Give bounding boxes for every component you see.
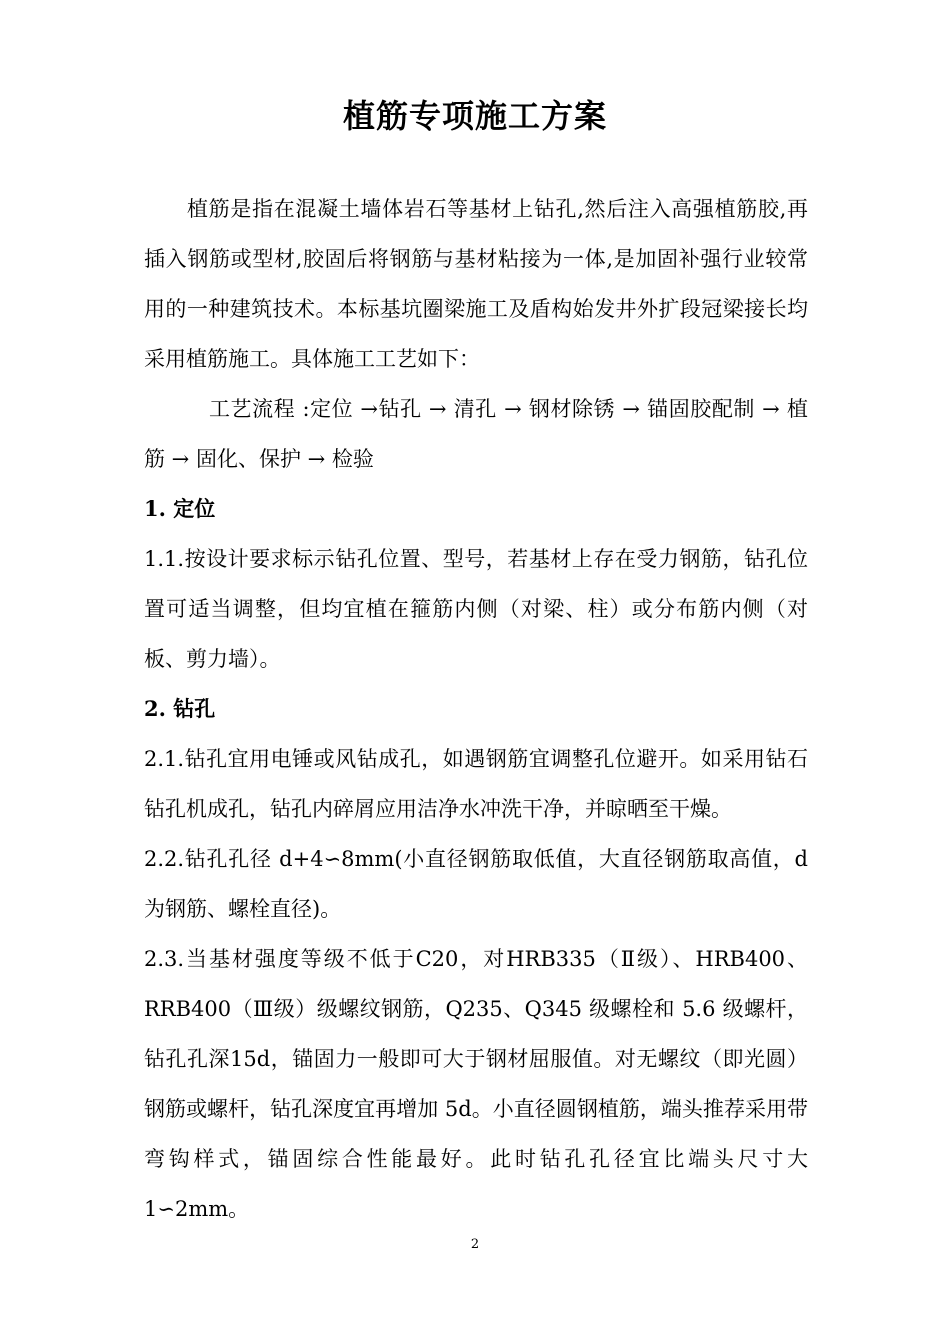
section-item-1-1: 1.1.按设计要求标示钻孔位置、型号，若基材上存在受力钢筋，钻孔位置可适当调整，但均宜植在箍筋内侧（对梁、柱）或分布筋内侧（对板、剪力墙）。 xyxy=(144,547,808,671)
section-heading-drilling: 2. 钻孔 xyxy=(144,696,216,721)
page-number: 2 xyxy=(470,1237,480,1252)
document-body xyxy=(144,184,808,1234)
section-item-2-3: 2.3.当基材强度等级不低于C20，对HRB335（Ⅱ级）、HRB400、RRB400（Ⅲ级）级螺纹钢筋，Q235、Q345 级螺栓和 5.6 级螺杆，钻孔孔深15d，锚固力一般即可大于钢材屈服值。对无螺纹（即光圆）钢筋或螺杆，钻孔深度宜再增加 5d。小直径圆钢植筋，端头推荐采用带弯钩样式，锚固综合性能最好。此时钻孔孔径宜比端头尺寸大 1∽2mm。 xyxy=(144,947,808,1221)
intro-paragraph: 植筋是指在混凝土墙体岩石等基材上钻孔,然后注入高强植筋胶,再插入钢筋或型材,胶固后将钢筋与基材粘接为一体,是加固补强行业较常用的一种建筑技术。本标基坑圈梁施工及盾构始发井外扩段冠梁接长均采用植筋施工。具体施工工艺如下： xyxy=(144,197,808,371)
document-title: 植筋专项施工方案 xyxy=(342,97,607,135)
section-item-2-1: 2.1.钻孔宜用电锤或风钻成孔，如遇钢筋宜调整孔位避开。如采用钻石钻孔机成孔，钻孔内碎屑应用洁净水冲洗干净，并晾晒至干燥。 xyxy=(144,747,808,821)
section-item-2-2: 2.2.钻孔孔径 d+4∽8mm(小直径钢筋取低值，大直径钢筋取高值，d为钢筋、螺栓直径)。 xyxy=(144,847,808,921)
process-flow-paragraph: 工艺流程 :定位 →钻孔 → 清孔 → 钢材除锈 → 锚固胶配制 → 植筋 → 固化、保护 → 检验 xyxy=(144,397,808,471)
section-heading-positioning: 1. 定位 xyxy=(144,496,216,521)
